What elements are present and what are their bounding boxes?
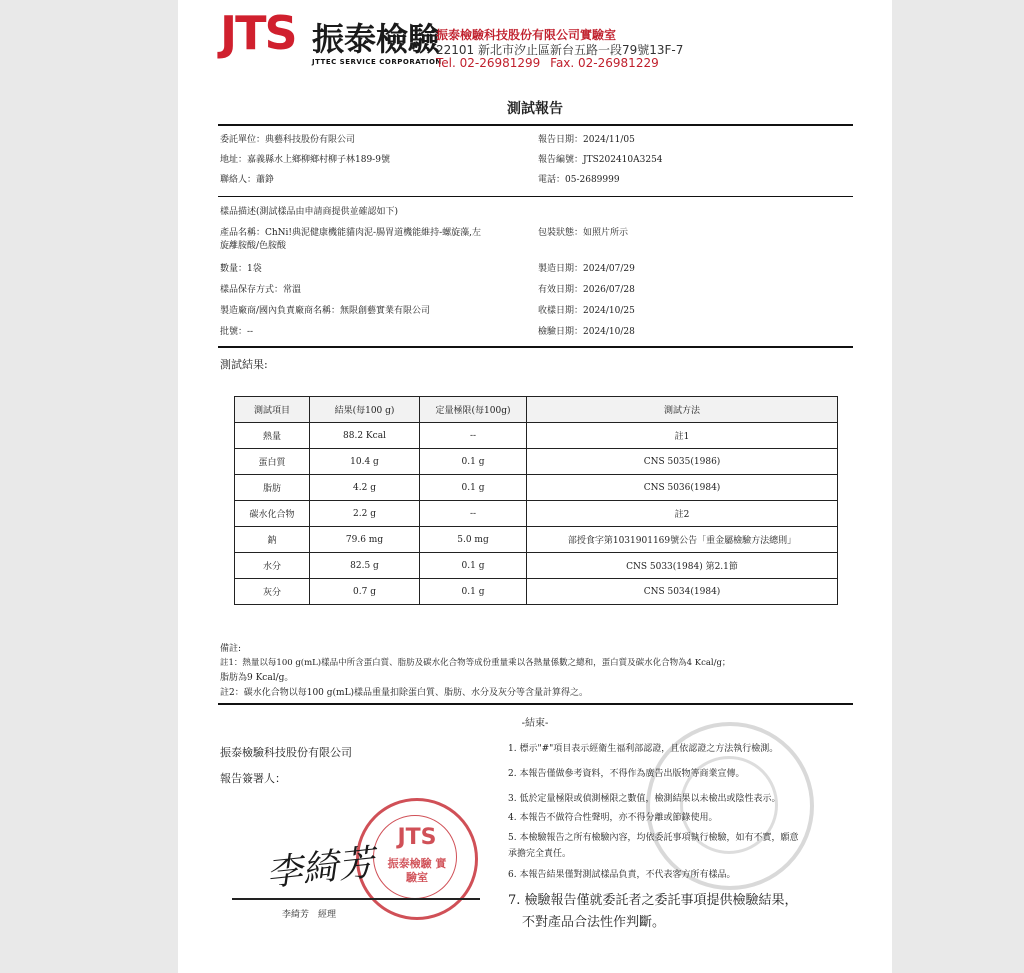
sample-quantity: 數量：1袋 [220, 264, 262, 274]
table-cell: 灰分 [235, 579, 310, 605]
signature-line [232, 898, 480, 900]
term-7: 7. 檢驗報告僅就委託者之委託事項提供檢驗結果， [508, 893, 798, 908]
handwritten-signature: 李綺芳 [264, 842, 377, 895]
term-1: 1. 標示"#"項目表示經衛生福利部認證，且依認證之方法執行檢測。 [508, 744, 779, 754]
table-cell: -- [420, 423, 527, 449]
report-date: 報告日期：2024/11/05 [538, 135, 635, 145]
table-cell: 10.4 g [310, 449, 420, 475]
signer-name: 李綺芳 經理 [282, 910, 337, 920]
end-mark: -結束- [521, 718, 549, 729]
table-cell: CNS 5034(1984) [527, 579, 838, 605]
table-cell: 鈉 [235, 527, 310, 553]
table-cell: CNS 5036(1984) [527, 475, 838, 501]
table-row [235, 501, 838, 527]
term-5-cont: 承擔完全責任。 [508, 849, 572, 859]
lab-fax: Fax. 02-26981229 [550, 56, 659, 70]
batch-number: 批號：-- [220, 327, 254, 337]
table-cell: 脂肪 [235, 475, 310, 501]
term-4: 4. 本報告不做符合性聲明，亦不得分離或節錄使用。 [508, 813, 718, 823]
table-cell: 水分 [235, 553, 310, 579]
table-cell: 2.2 g [310, 501, 420, 527]
signer-label: 報告簽署人： [220, 772, 286, 785]
client-phone: 電話：05-2689999 [538, 175, 620, 185]
table-cell: 4.2 g [310, 475, 420, 501]
table-cell: 部授食字第1031901169號公告「重金屬檢驗方法總則」 [527, 527, 838, 553]
stamp-text: 振泰檢驗 實驗室 [387, 857, 447, 884]
table-cell: 82.5 g [310, 553, 420, 579]
report-number: 報告編號：JTS202410A3254 [538, 155, 663, 165]
expiry-date: 有效日期：2026/07/28 [538, 285, 635, 295]
storage-method: 樣品保存方式：常溫 [220, 285, 302, 295]
term-5: 5. 本檢驗報告之所有檢驗內容，均依委託事項執行檢驗，如有不實，願意 [508, 833, 799, 843]
table-cell: 0.1 g [420, 449, 527, 475]
table-cell: 註2 [527, 501, 838, 527]
company-name: 振泰檢驗科技股份有限公司 [220, 746, 352, 759]
table-cell: 88.2 Kcal [310, 423, 420, 449]
table-cell: 註1 [527, 423, 838, 449]
term-6: 6. 本報告結果僅對測試樣品負責，不代表客方所有樣品。 [508, 870, 736, 880]
logo-chinese-name: 振泰檢驗 [312, 20, 441, 58]
table-cell: 0.1 g [420, 553, 527, 579]
stamp-logo-icon: JTS [397, 825, 437, 850]
packaging-status: 包裝狀態：如照片所示 [538, 228, 629, 238]
report-page [178, 0, 892, 973]
note-1: 註1：熱量以每100 g(mL)樣品中所含蛋白質、脂肪及碳水化合物等成份重量乘以各熱量係數之總和，蛋白質及碳水化合物為4 Kcal/g； [220, 658, 731, 668]
table-header-row [235, 397, 838, 423]
term-7-cont: 不對產品合法性作判斷。 [522, 915, 666, 930]
note-1-cont: 脂肪為9 Kcal/g。 [220, 673, 294, 683]
client-unit: 委託單位：典藝科技股份有限公司 [220, 135, 356, 145]
jts-logo-icon: JTS [220, 6, 296, 60]
term-2: 2. 本報告僅做參考資料，不得作為廣告出版物等商業宣傳。 [508, 769, 745, 779]
table-cell: CNS 5035(1986) [527, 449, 838, 475]
divider [218, 346, 853, 348]
results-label: 測試結果: [220, 358, 268, 371]
test-date: 檢驗日期：2024/10/28 [538, 327, 635, 337]
lab-address: 22101 新北市汐止區新台五路一段79號13F-7 [436, 43, 684, 57]
table-row [235, 423, 838, 449]
table-row [235, 579, 838, 605]
received-date: 收樣日期：2024/10/25 [538, 306, 635, 316]
client-contact: 聯絡人：蕭錚 [220, 175, 275, 185]
table-cell: 0.7 g [310, 579, 420, 605]
column-header: 結果(每100 g) [310, 397, 420, 423]
column-header: 定量極限(每100g) [420, 397, 527, 423]
manufacturer: 製造廠商/國內負責廠商名稱：無限創藝實業有限公司 [220, 306, 431, 316]
table-cell: 0.1 g [420, 579, 527, 605]
table-cell: CNS 5033(1984) 第2.1節 [527, 553, 838, 579]
report-title: 測試報告 [507, 101, 563, 117]
table-cell: 79.6 mg [310, 527, 420, 553]
table-cell: 5.0 mg [420, 527, 527, 553]
client-address: 地址：嘉義縣水上鄉柳鄉村柳子林189-9號 [220, 155, 390, 165]
logo-english-name: JTTEC SERVICE CORPORATION [312, 58, 442, 66]
lab-tel: Tel. 02-26981299 [436, 56, 541, 70]
product-name: 產品名稱：ChNi!典泥健康機能貓肉泥-腸胃道機能維持-螺旋藻,左 [220, 228, 481, 238]
table-row [235, 475, 838, 501]
table-row [235, 527, 838, 553]
term-3: 3. 低於定量極限或偵測極限之數值，檢測結果以未檢出或陰性表示。 [508, 794, 781, 804]
table-cell: -- [420, 501, 527, 527]
table-row [235, 449, 838, 475]
product-name-cont: 旋離胺酸/色胺酸 [220, 241, 287, 251]
table-row [235, 553, 838, 579]
column-header: 測試項目 [235, 397, 310, 423]
table-cell: 0.1 g [420, 475, 527, 501]
divider [218, 196, 853, 197]
note-2: 註2：碳水化合物以每100 g(mL)樣品重量扣除蛋白質、脂肪、水分及灰分等含量計算得之。 [220, 688, 589, 698]
lab-name: 振泰檢驗科技股份有限公司實驗室 [436, 28, 617, 42]
laboratory-stamp [356, 798, 478, 920]
divider [218, 703, 853, 705]
manufacture-date: 製造日期：2024/07/29 [538, 264, 635, 274]
column-header: 測試方法 [527, 397, 838, 423]
divider [218, 124, 853, 126]
table-cell: 熱量 [235, 423, 310, 449]
results-table [234, 396, 838, 605]
table-cell: 碳水化合物 [235, 501, 310, 527]
notes-label: 備註: [220, 644, 242, 654]
table-cell: 蛋白質 [235, 449, 310, 475]
sample-description: 樣品描述(測試樣品由申請商提供並確認如下) [220, 207, 399, 217]
